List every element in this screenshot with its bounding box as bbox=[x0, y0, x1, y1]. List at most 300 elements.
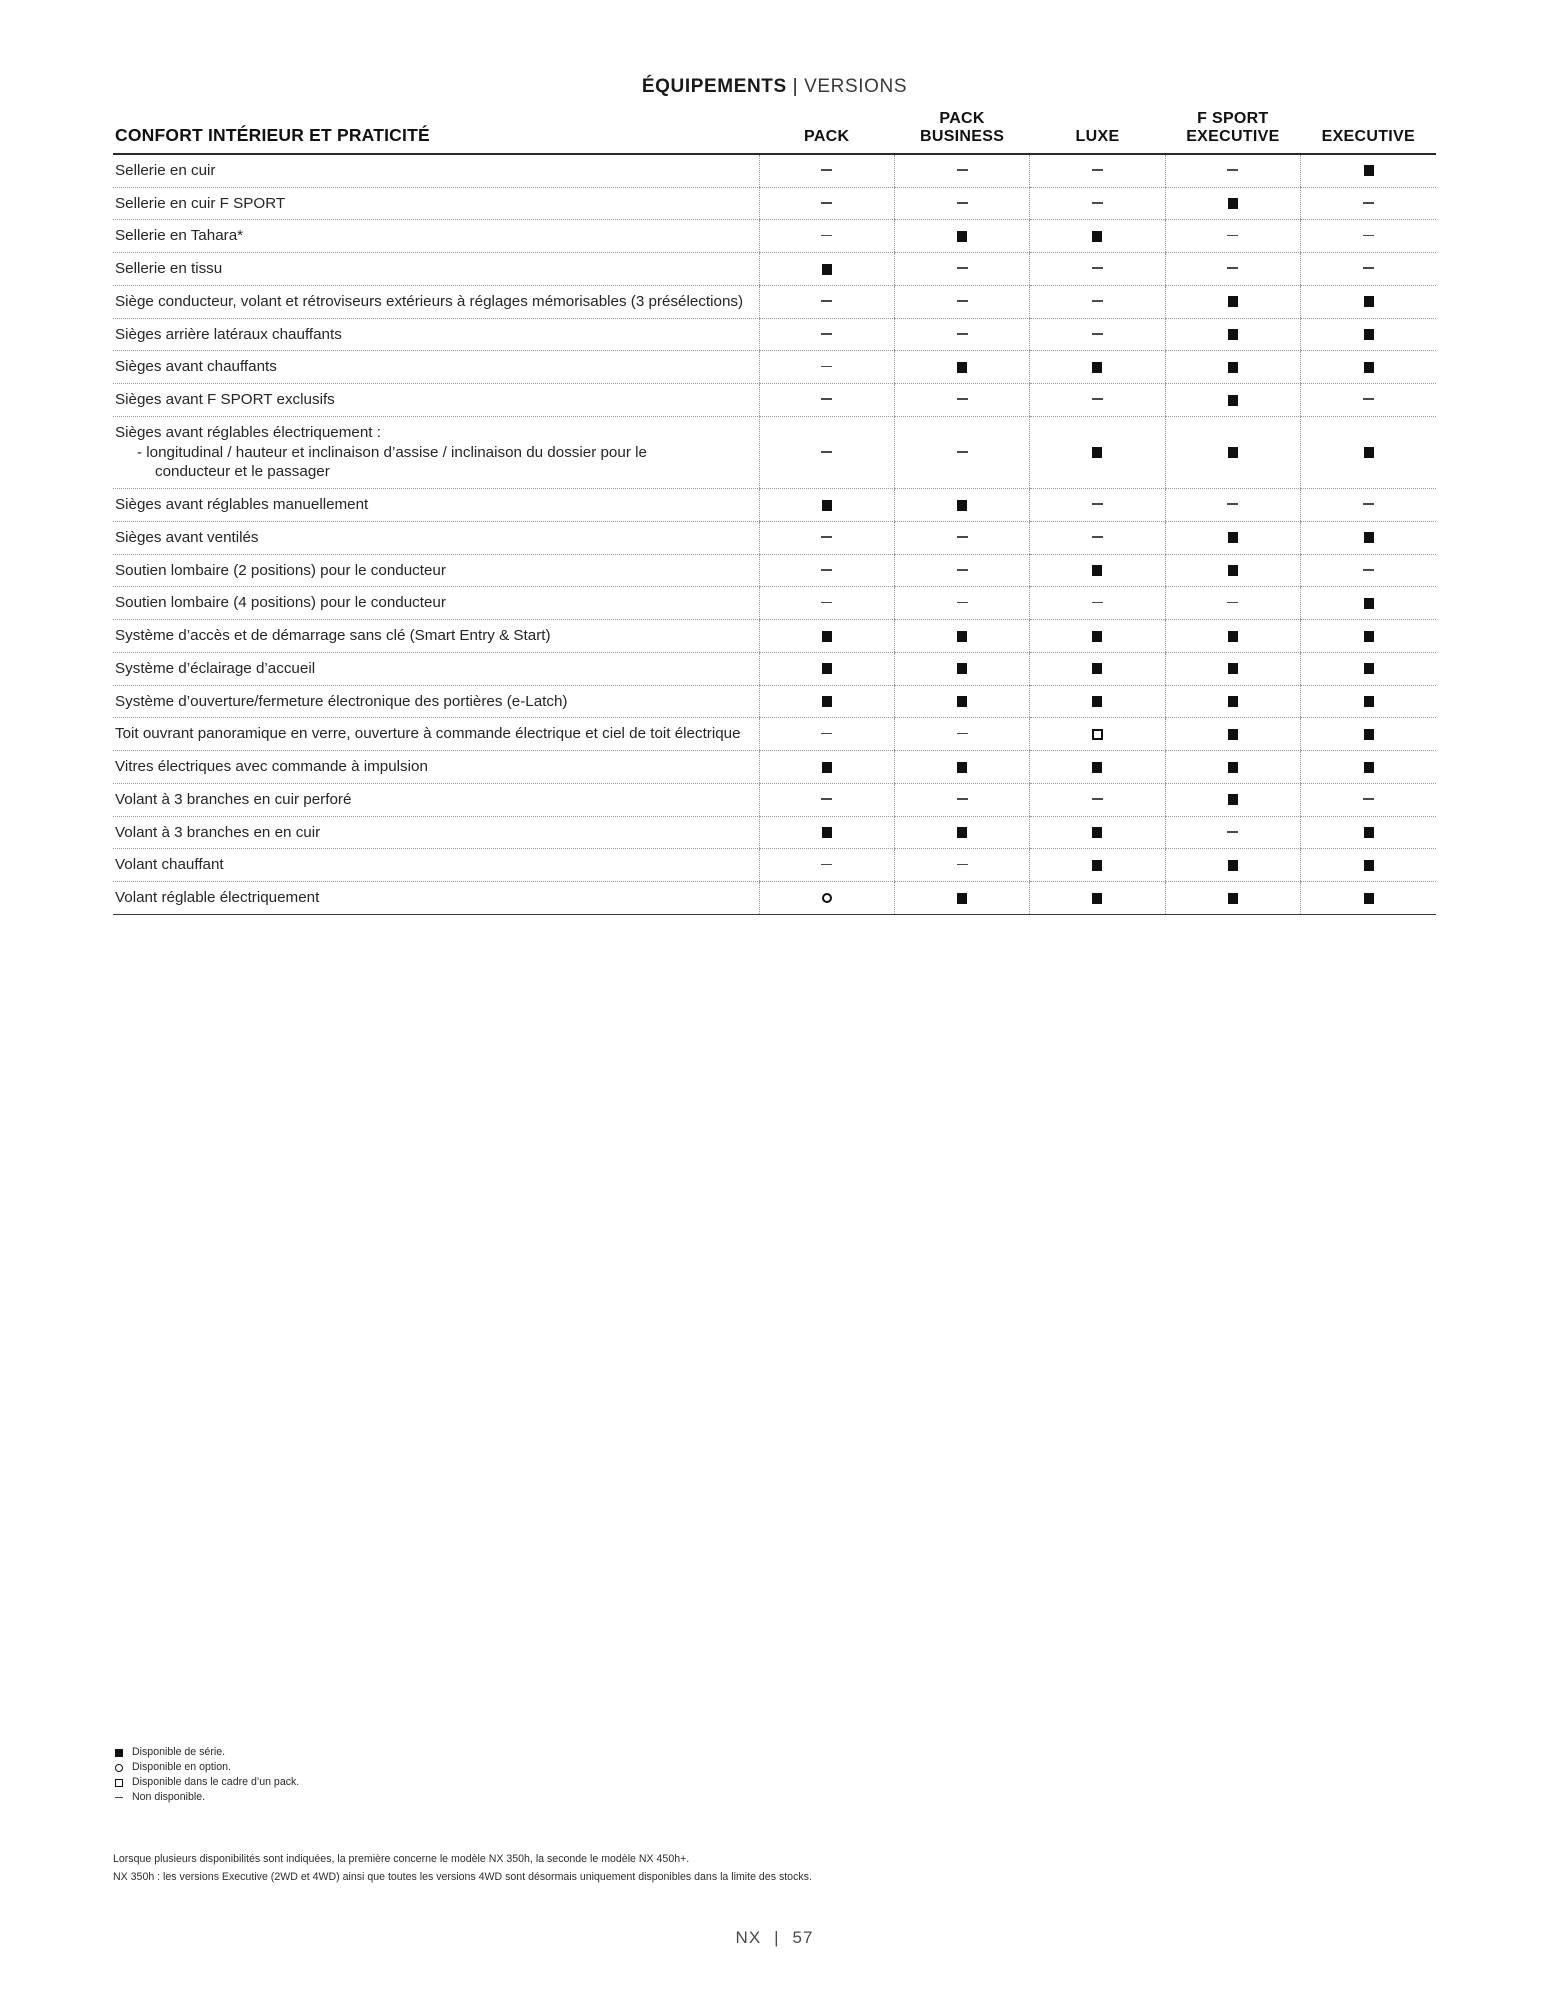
availability-cell bbox=[759, 521, 894, 554]
feature-label bbox=[113, 783, 759, 816]
availability-cell bbox=[759, 154, 894, 187]
feature-label bbox=[113, 882, 759, 915]
column-header-pack-line1: PACK bbox=[804, 127, 850, 145]
column-header-pack-business-line2: BUSINESS bbox=[920, 127, 1005, 145]
availability-cell bbox=[1301, 620, 1436, 653]
symbol-unavailable-icon bbox=[821, 235, 832, 237]
symbol-standard-icon bbox=[822, 827, 832, 838]
feature-label-text: Soutien lombaire (2 positions) pour le conducteur bbox=[115, 561, 446, 579]
availability-cell bbox=[759, 685, 894, 718]
header-equipements-label: ÉQUIPEMENTS bbox=[641, 76, 787, 97]
availability-cell bbox=[759, 751, 894, 784]
symbol-unavailable-icon bbox=[1092, 169, 1103, 171]
feature-label-text: Sièges arrière latéraux chauffants bbox=[115, 325, 342, 343]
legend-symbol-glyph bbox=[115, 1764, 123, 1772]
availability-cell bbox=[1301, 554, 1436, 587]
symbol-unavailable-icon bbox=[821, 169, 832, 171]
symbol-standard-icon bbox=[1364, 598, 1374, 609]
symbol-standard-icon bbox=[1228, 860, 1238, 871]
feature-sub-label: conducteur et le passager bbox=[155, 463, 330, 481]
table-row bbox=[113, 816, 1436, 849]
symbol-unavailable-icon bbox=[821, 569, 832, 571]
availability-cell bbox=[894, 187, 1029, 220]
column-header-pack bbox=[759, 110, 894, 154]
symbol-standard-icon bbox=[957, 827, 967, 838]
availability-cell bbox=[1030, 620, 1165, 653]
feature-label-text: Sellerie en cuir F SPORT bbox=[115, 194, 286, 212]
symbol-standard-icon bbox=[822, 663, 832, 674]
symbol-unavailable-icon bbox=[113, 1797, 125, 1798]
page-footer bbox=[0, 1928, 1549, 1948]
symbol-unavailable-icon bbox=[1363, 267, 1374, 269]
feature-label-text: Sièges avant ventilés bbox=[115, 528, 259, 546]
availability-cell bbox=[894, 318, 1029, 351]
availability-cell bbox=[1301, 318, 1436, 351]
availability-cell bbox=[1301, 351, 1436, 384]
feature-label-text: Système d’accès et de démarrage sans clé (Smart Entry & Start) bbox=[115, 627, 551, 645]
availability-cell bbox=[894, 416, 1029, 488]
table-row bbox=[113, 587, 1436, 620]
availability-cell bbox=[1301, 652, 1436, 685]
availability-cell bbox=[1030, 154, 1165, 187]
availability-cell bbox=[1030, 253, 1165, 286]
availability-cell bbox=[759, 718, 894, 751]
table-row bbox=[113, 783, 1436, 816]
availability-cell bbox=[1301, 685, 1436, 718]
symbol-unavailable-icon bbox=[1092, 202, 1103, 204]
symbol-unavailable-icon bbox=[957, 569, 968, 571]
availability-cell bbox=[759, 882, 894, 915]
table-row bbox=[113, 652, 1436, 685]
availability-cell bbox=[1165, 783, 1300, 816]
availability-cell bbox=[894, 849, 1029, 882]
availability-cell bbox=[759, 816, 894, 849]
availability-cell bbox=[1165, 521, 1300, 554]
legend-item bbox=[113, 1745, 299, 1760]
table-row bbox=[113, 285, 1436, 318]
availability-cell bbox=[1301, 253, 1436, 286]
symbol-unavailable-icon bbox=[821, 451, 832, 453]
symbol-standard-icon bbox=[1364, 729, 1374, 740]
feature-label bbox=[113, 154, 759, 187]
availability-cell bbox=[894, 620, 1029, 653]
symbol-standard-icon bbox=[1228, 663, 1238, 674]
availability-cell bbox=[1165, 384, 1300, 417]
availability-cell bbox=[894, 154, 1029, 187]
symbol-unavailable-icon bbox=[1363, 503, 1374, 505]
availability-cell bbox=[1165, 416, 1300, 488]
symbol-unavailable-icon bbox=[1092, 300, 1103, 302]
availability-cell bbox=[1165, 652, 1300, 685]
table-row bbox=[113, 187, 1436, 220]
symbol-standard-icon bbox=[1364, 447, 1374, 458]
feature-label bbox=[113, 253, 759, 286]
legend-item-label: Disponible de série. bbox=[132, 1745, 226, 1758]
availability-cell bbox=[894, 652, 1029, 685]
table-row bbox=[113, 882, 1436, 915]
availability-cell bbox=[1165, 816, 1300, 849]
availability-cell bbox=[894, 554, 1029, 587]
legend-item bbox=[113, 1775, 299, 1790]
symbol-standard-icon bbox=[957, 762, 967, 773]
feature-label-text: Système d’ouverture/fermeture électronique des portières (e-Latch) bbox=[115, 692, 568, 710]
symbol-unavailable-icon bbox=[1227, 602, 1238, 604]
symbol-unavailable-icon bbox=[1363, 569, 1374, 571]
symbol-standard-icon bbox=[1364, 696, 1374, 707]
availability-cell bbox=[1030, 751, 1165, 784]
symbol-unavailable-icon bbox=[957, 451, 968, 453]
feature-label bbox=[113, 652, 759, 685]
symbol-standard-icon bbox=[822, 696, 832, 707]
feature-label bbox=[113, 521, 759, 554]
symbol-standard-icon bbox=[1092, 893, 1102, 904]
symbol-standard-icon bbox=[1364, 296, 1374, 307]
feature-label-text: Volant chauffant bbox=[115, 856, 224, 874]
availability-cell bbox=[759, 384, 894, 417]
column-header-executive bbox=[1301, 110, 1436, 154]
availability-cell bbox=[1165, 253, 1300, 286]
availability-cell bbox=[1165, 751, 1300, 784]
column-header-f-sport-executive-line2: EXECUTIVE bbox=[1186, 127, 1280, 145]
table-row bbox=[113, 849, 1436, 882]
legend-symbol-glyph bbox=[115, 1749, 123, 1757]
feature-label bbox=[113, 816, 759, 849]
specification-table-container bbox=[113, 110, 1436, 915]
column-header-executive-line1: EXECUTIVE bbox=[1321, 127, 1415, 145]
availability-cell bbox=[1030, 416, 1165, 488]
availability-cell bbox=[1301, 849, 1436, 882]
column-header-pack-business bbox=[894, 110, 1029, 154]
column-header-luxe bbox=[1030, 110, 1165, 154]
symbol-pack-icon bbox=[113, 1779, 125, 1787]
availability-cell bbox=[1030, 652, 1165, 685]
symbol-unavailable-icon bbox=[957, 602, 968, 604]
feature-label bbox=[113, 220, 759, 253]
symbol-standard-icon bbox=[957, 893, 967, 904]
availability-cell bbox=[759, 489, 894, 522]
symbol-unavailable-icon bbox=[1363, 235, 1374, 237]
availability-cell bbox=[1165, 718, 1300, 751]
availability-cell bbox=[894, 882, 1029, 915]
table-row bbox=[113, 718, 1436, 751]
symbol-unavailable-icon bbox=[1227, 235, 1238, 237]
availability-cell bbox=[1165, 489, 1300, 522]
feature-sub-label: - longitudinal / hauteur et inclinaison d’assise / inclinaison du dossier pour le bbox=[137, 443, 647, 461]
availability-cell bbox=[894, 220, 1029, 253]
feature-label bbox=[113, 849, 759, 882]
availability-cell bbox=[759, 416, 894, 488]
symbol-standard-icon bbox=[1092, 447, 1102, 458]
symbol-unavailable-icon bbox=[957, 202, 968, 204]
header-separator: | bbox=[792, 76, 799, 97]
availability-cell bbox=[1165, 187, 1300, 220]
symbol-standard-icon bbox=[1228, 329, 1238, 340]
feature-label bbox=[113, 285, 759, 318]
symbol-unavailable-icon bbox=[1363, 398, 1374, 400]
section-title: CONFORT INTÉRIEUR ET PRATICITÉ bbox=[113, 110, 759, 154]
availability-cell bbox=[759, 187, 894, 220]
footnote-line: Lorsque plusieurs disponibilités sont indiquées, la première concerne le modèle NX 350h, la seconde le modèle NX 450h+. bbox=[113, 1853, 690, 1865]
availability-cell bbox=[1165, 620, 1300, 653]
table-row bbox=[113, 253, 1436, 286]
feature-label bbox=[113, 384, 759, 417]
table-row bbox=[113, 351, 1436, 384]
availability-cell bbox=[894, 751, 1029, 784]
availability-cell bbox=[759, 783, 894, 816]
legend-item-label: Non disponible. bbox=[132, 1790, 206, 1803]
availability-cell bbox=[1165, 351, 1300, 384]
feature-label-text: Sellerie en tissu bbox=[115, 260, 223, 278]
symbol-unavailable-icon bbox=[957, 733, 968, 735]
symbol-unavailable-icon bbox=[1092, 798, 1103, 800]
symbol-option-icon bbox=[113, 1764, 125, 1772]
symbol-unavailable-icon bbox=[1092, 503, 1103, 505]
symbol-standard-icon bbox=[957, 231, 967, 242]
symbol-standard-icon bbox=[1092, 663, 1102, 674]
symbol-standard-icon bbox=[1364, 893, 1374, 904]
column-header-luxe-line1: LUXE bbox=[1075, 127, 1120, 145]
availability-cell bbox=[894, 285, 1029, 318]
page-footer-separator: | bbox=[774, 1928, 780, 1947]
feature-label-text: Volant réglable électriquement bbox=[115, 889, 320, 907]
symbol-standard-icon bbox=[822, 500, 832, 511]
symbol-standard-icon bbox=[1228, 631, 1238, 642]
feature-label-text: Sellerie en cuir bbox=[115, 161, 216, 179]
availability-cell bbox=[1165, 849, 1300, 882]
symbol-unavailable-icon bbox=[1092, 267, 1103, 269]
header-versions-label: VERSIONS bbox=[804, 76, 908, 97]
availability-cell bbox=[1030, 187, 1165, 220]
symbol-standard-icon bbox=[1364, 532, 1374, 543]
legend-item-label: Disponible dans le cadre d’un pack. bbox=[132, 1775, 300, 1788]
table-row bbox=[113, 751, 1436, 784]
symbol-standard-icon bbox=[1092, 362, 1102, 373]
availability-cell bbox=[1030, 685, 1165, 718]
table-body bbox=[113, 154, 1436, 915]
availability-cell bbox=[1165, 285, 1300, 318]
feature-label bbox=[113, 685, 759, 718]
table-row bbox=[113, 685, 1436, 718]
symbol-standard-icon bbox=[1092, 827, 1102, 838]
feature-label-text: Volant à 3 branches en en cuir bbox=[115, 823, 321, 841]
table-row bbox=[113, 220, 1436, 253]
symbol-standard-icon bbox=[1364, 329, 1374, 340]
symbol-standard-icon bbox=[1364, 165, 1374, 176]
symbol-standard-icon bbox=[1092, 696, 1102, 707]
symbol-unavailable-icon bbox=[1092, 333, 1103, 335]
feature-label bbox=[113, 620, 759, 653]
symbol-standard-icon bbox=[1228, 696, 1238, 707]
availability-cell bbox=[1165, 685, 1300, 718]
feature-label-text: Vitres électriques avec commande à impulsion bbox=[115, 758, 428, 776]
symbol-unavailable-icon bbox=[957, 333, 968, 335]
availability-cell bbox=[1030, 718, 1165, 751]
footnotes bbox=[113, 1850, 812, 1886]
legend-symbol-glyph bbox=[115, 1797, 123, 1798]
symbol-standard-icon bbox=[1092, 762, 1102, 773]
availability-cell bbox=[1301, 718, 1436, 751]
availability-cell bbox=[759, 849, 894, 882]
availability-cell bbox=[894, 521, 1029, 554]
symbol-unavailable-icon bbox=[821, 733, 832, 735]
column-header-f-sport-executive bbox=[1165, 110, 1300, 154]
feature-label bbox=[113, 751, 759, 784]
symbol-unavailable-icon bbox=[1227, 831, 1238, 833]
symbol-standard-icon bbox=[957, 362, 967, 373]
availability-cell bbox=[1030, 220, 1165, 253]
symbol-standard-icon bbox=[1364, 663, 1374, 674]
symbol-standard-icon bbox=[822, 264, 832, 275]
symbol-standard-icon bbox=[1092, 631, 1102, 642]
symbol-unavailable-icon bbox=[957, 798, 968, 800]
legend-symbol-glyph bbox=[115, 1779, 123, 1787]
symbol-unavailable-icon bbox=[821, 333, 832, 335]
availability-cell bbox=[1301, 416, 1436, 488]
feature-label-text: Sellerie en Tahara* bbox=[115, 227, 244, 245]
symbol-unavailable-icon bbox=[1092, 536, 1103, 538]
table-row bbox=[113, 416, 1436, 488]
specification-table bbox=[113, 110, 1436, 915]
availability-cell bbox=[894, 783, 1029, 816]
symbol-unavailable-icon bbox=[1227, 267, 1238, 269]
symbol-unavailable-icon bbox=[1227, 169, 1238, 171]
availability-cell bbox=[894, 587, 1029, 620]
symbol-unavailable-icon bbox=[821, 798, 832, 800]
symbol-standard-icon bbox=[113, 1749, 125, 1757]
symbol-unavailable-icon bbox=[821, 602, 832, 604]
symbol-unavailable-icon bbox=[821, 536, 832, 538]
availability-cell bbox=[1030, 849, 1165, 882]
symbol-standard-icon bbox=[1228, 362, 1238, 373]
feature-label-text: Soutien lombaire (4 positions) pour le conducteur bbox=[115, 594, 446, 612]
symbol-unavailable-icon bbox=[1092, 398, 1103, 400]
availability-cell bbox=[1301, 489, 1436, 522]
document-header bbox=[0, 76, 1549, 98]
symbol-unavailable-icon bbox=[957, 864, 968, 866]
availability-cell bbox=[1301, 751, 1436, 784]
availability-cell bbox=[1030, 384, 1165, 417]
symbol-standard-icon bbox=[1228, 729, 1238, 740]
availability-cell bbox=[894, 489, 1029, 522]
symbol-unavailable-icon bbox=[821, 864, 832, 866]
feature-label-text: Sièges avant réglables manuellement bbox=[115, 496, 369, 514]
footnote-line: NX 350h : les versions Executive (2WD et 4WD) ainsi que toutes les versions 4WD sont désormais uniquement disponibles dans la limite des stocks. bbox=[113, 1871, 812, 1884]
feature-label-text: Sièges avant chauffants bbox=[115, 358, 277, 376]
feature-label-text: Sièges avant F SPORT exclusifs bbox=[115, 391, 335, 409]
symbol-standard-icon bbox=[1092, 860, 1102, 871]
legend-item bbox=[113, 1760, 299, 1775]
availability-cell bbox=[1165, 318, 1300, 351]
availability-cell bbox=[1030, 783, 1165, 816]
symbol-standard-icon bbox=[822, 762, 832, 773]
availability-cell bbox=[1301, 816, 1436, 849]
feature-label bbox=[113, 416, 759, 488]
symbol-standard-icon bbox=[957, 696, 967, 707]
legend bbox=[113, 1745, 299, 1805]
symbol-standard-icon bbox=[1092, 231, 1102, 242]
availability-cell bbox=[1301, 882, 1436, 915]
availability-cell bbox=[1301, 521, 1436, 554]
symbol-standard-icon bbox=[1228, 395, 1238, 406]
column-header-pack-business-line1: PACK bbox=[939, 110, 985, 127]
availability-cell bbox=[1030, 285, 1165, 318]
page-footer-model: NX bbox=[735, 1928, 762, 1947]
feature-label-text: Siège conducteur, volant et rétroviseurs extérieurs à réglages mémorisables (3 présélections) bbox=[115, 292, 744, 310]
table-row bbox=[113, 384, 1436, 417]
availability-cell bbox=[1301, 187, 1436, 220]
symbol-standard-icon bbox=[1364, 827, 1374, 838]
symbol-standard-icon bbox=[957, 663, 967, 674]
availability-cell bbox=[759, 652, 894, 685]
availability-cell bbox=[759, 253, 894, 286]
availability-cell bbox=[1301, 384, 1436, 417]
availability-cell bbox=[1301, 587, 1436, 620]
symbol-standard-icon bbox=[822, 631, 832, 642]
symbol-standard-icon bbox=[1228, 794, 1238, 805]
table-row bbox=[113, 489, 1436, 522]
availability-cell bbox=[759, 620, 894, 653]
symbol-option-icon bbox=[822, 893, 832, 903]
availability-cell bbox=[1030, 318, 1165, 351]
symbol-standard-icon bbox=[1228, 198, 1238, 209]
availability-cell bbox=[759, 351, 894, 384]
symbol-unavailable-icon bbox=[821, 398, 832, 400]
availability-cell bbox=[894, 685, 1029, 718]
feature-label bbox=[113, 489, 759, 522]
symbol-pack-icon bbox=[1092, 729, 1103, 740]
availability-cell bbox=[1030, 587, 1165, 620]
table-row bbox=[113, 554, 1436, 587]
availability-cell bbox=[1165, 220, 1300, 253]
symbol-standard-icon bbox=[1228, 296, 1238, 307]
feature-label bbox=[113, 554, 759, 587]
legend-item bbox=[113, 1790, 299, 1805]
feature-label bbox=[113, 318, 759, 351]
availability-cell bbox=[1165, 554, 1300, 587]
symbol-standard-icon bbox=[1364, 762, 1374, 773]
symbol-unavailable-icon bbox=[1363, 202, 1374, 204]
symbol-unavailable-icon bbox=[1227, 503, 1238, 505]
availability-cell bbox=[894, 718, 1029, 751]
table-row bbox=[113, 318, 1436, 351]
symbol-standard-icon bbox=[1364, 860, 1374, 871]
table-row bbox=[113, 521, 1436, 554]
availability-cell bbox=[894, 253, 1029, 286]
availability-cell bbox=[759, 554, 894, 587]
availability-cell bbox=[1301, 783, 1436, 816]
symbol-standard-icon bbox=[1364, 631, 1374, 642]
feature-label bbox=[113, 587, 759, 620]
symbol-unavailable-icon bbox=[821, 300, 832, 302]
symbol-unavailable-icon bbox=[957, 300, 968, 302]
symbol-standard-icon bbox=[1228, 893, 1238, 904]
availability-cell bbox=[759, 285, 894, 318]
symbol-standard-icon bbox=[1364, 362, 1374, 373]
table-header-row bbox=[113, 110, 1436, 154]
availability-cell bbox=[1165, 882, 1300, 915]
availability-cell bbox=[1030, 521, 1165, 554]
symbol-standard-icon bbox=[1228, 762, 1238, 773]
availability-cell bbox=[1165, 587, 1300, 620]
availability-cell bbox=[1301, 154, 1436, 187]
feature-label bbox=[113, 351, 759, 384]
availability-cell bbox=[759, 318, 894, 351]
symbol-standard-icon bbox=[1228, 447, 1238, 458]
feature-label-text: Système d’éclairage d’accueil bbox=[115, 659, 316, 677]
availability-cell bbox=[1030, 816, 1165, 849]
table-row bbox=[113, 620, 1436, 653]
availability-cell bbox=[1301, 285, 1436, 318]
